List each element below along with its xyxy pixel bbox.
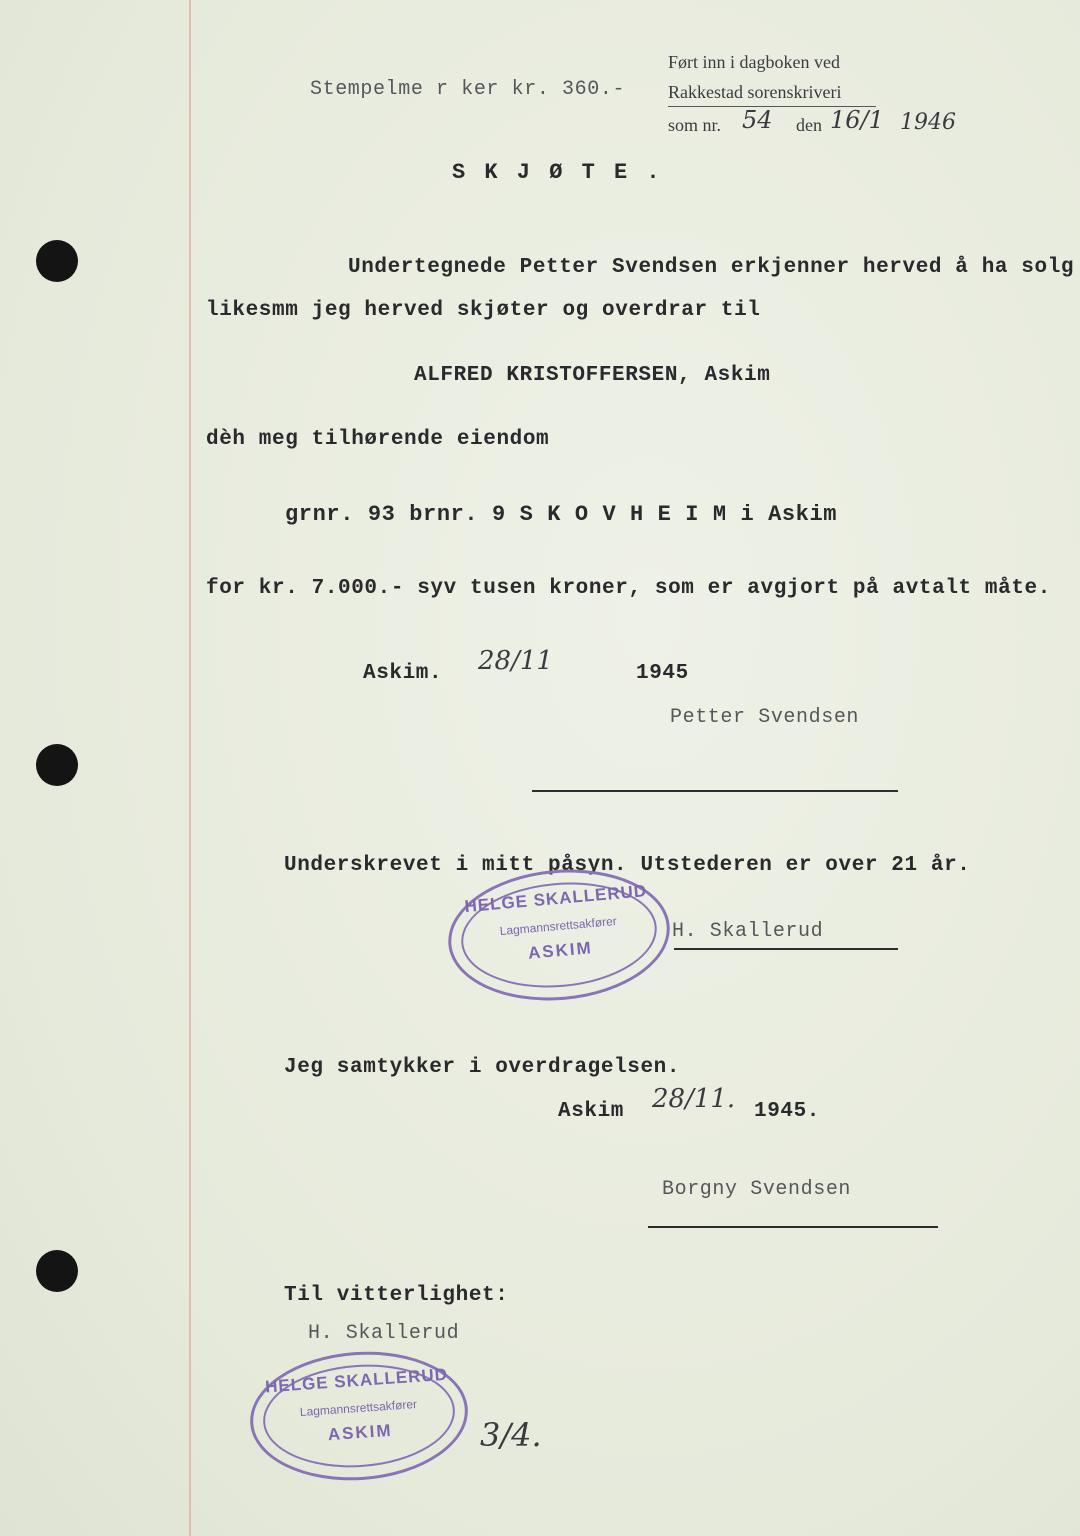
signature-line-2 — [674, 948, 898, 950]
handwritten-date-1: 28/11 — [478, 646, 553, 676]
registry-line-3-prefix: som nr. — [668, 115, 722, 135]
property-line: grnr. 93 brnr. 9 S K O V H E I M i Askim — [285, 502, 838, 527]
price-line: for kr. 7.000.- syv tusen kroner, som er avgjort på avtalt måte. — [206, 577, 1051, 600]
handwritten-mark: 3/4. — [480, 1416, 542, 1454]
registry-den: den — [796, 115, 822, 135]
consent-signature: Borgny Svendsen — [662, 1178, 852, 1201]
registry-line-2: Rakkestad sorenskriveri — [668, 82, 842, 102]
vitterlighet-label: Til vitterlighet: — [284, 1284, 509, 1307]
registry-year: 1946 — [900, 110, 956, 135]
body-paragraph-2: likesmm jeg herved skjøter og overdrar til — [206, 299, 761, 322]
witness-signature-2: H. Skallerud — [308, 1322, 460, 1345]
seller-signature: Petter Svendsen — [670, 706, 860, 729]
stamp-name: HELGE SKALLERUD — [463, 881, 648, 917]
lawyer-stamp — [443, 861, 675, 1010]
place-1: Askim. — [363, 662, 443, 685]
handwritten-date-2: 28/11. — [652, 1084, 736, 1114]
stamp-name: HELGE SKALLERUD — [264, 1364, 449, 1397]
punch-hole — [36, 240, 78, 282]
year-2: 1945. — [754, 1100, 821, 1123]
punch-hole — [36, 744, 78, 786]
body-paragraph-3: dèh meg tilhørende eiendom — [206, 428, 550, 451]
consent-line: Jeg samtykker i overdragelsen. — [284, 1056, 681, 1079]
registry-number: 54 — [742, 106, 773, 134]
stamp-city: ASKIM — [327, 1420, 394, 1445]
registry-line-1: Ført inn i dagboken ved — [668, 52, 840, 72]
margin-line — [189, 0, 191, 1536]
stamp-duty-note: Stempelme r ker kr. 360.- — [310, 78, 626, 101]
witness-statement: Underskrevet i mitt påsyn. Utstederen er over 21 år. — [284, 854, 971, 877]
buyer-name: ALFRED KRISTOFFERSEN, Askim — [414, 364, 771, 387]
lawyer-stamp-2 — [246, 1345, 472, 1488]
body-paragraph-1: Undertegnede Petter Svendsen erkjenner herved å ha solg — [348, 256, 1075, 279]
stamp-title: Lagmannsrettsakfører — [499, 913, 618, 939]
registry-date: 16/1 — [830, 106, 884, 134]
document-title: S K J Ø T E . — [452, 160, 663, 185]
stamp-title: Lagmannsrettsakfører — [299, 1396, 418, 1420]
witness-signature-1: H. Skallerud — [672, 920, 824, 943]
signature-line-1 — [532, 790, 898, 792]
stamp-city: ASKIM — [527, 938, 594, 963]
signature-line-3 — [648, 1226, 938, 1228]
place-2: Askim — [558, 1100, 625, 1123]
punch-hole — [36, 1250, 78, 1292]
year-1: 1945 — [636, 662, 689, 685]
